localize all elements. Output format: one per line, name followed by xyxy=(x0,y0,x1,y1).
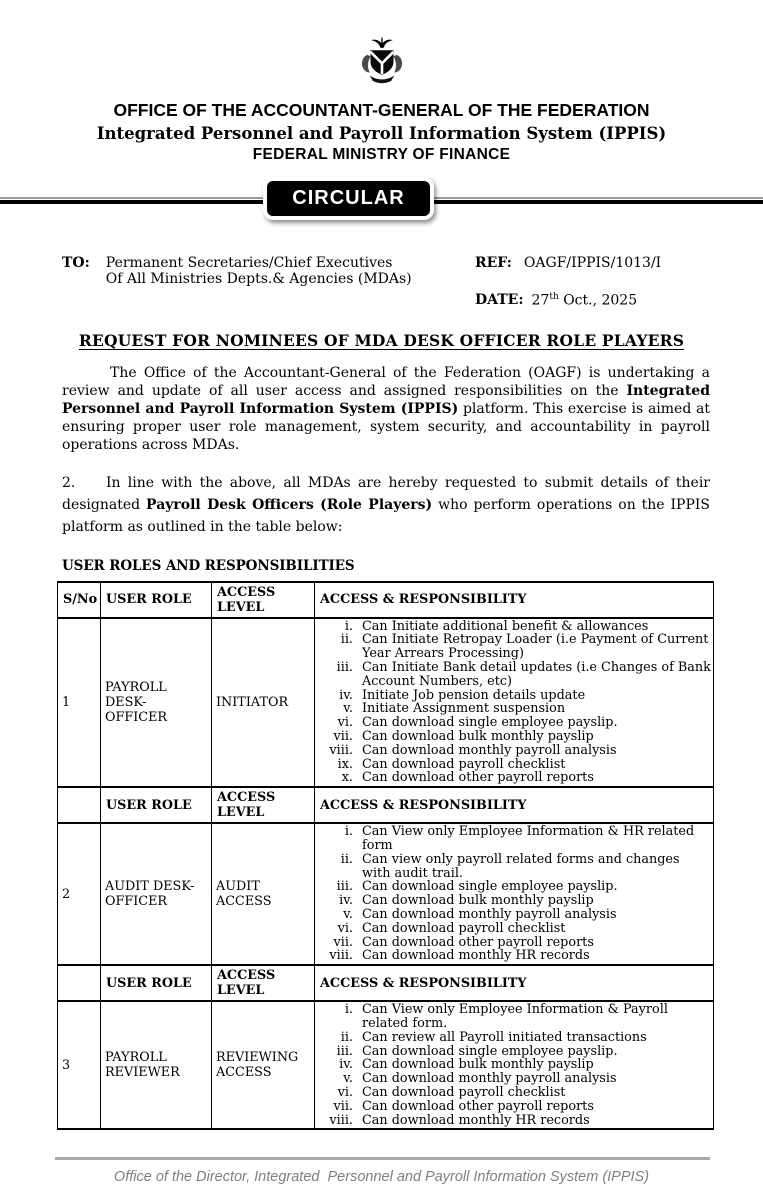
item-text: Initiate Assignment suspension xyxy=(362,701,566,717)
item-text: Can View only Employee Information & HR related form xyxy=(362,824,695,854)
table-heading: USER ROLES AND RESPONSIBILITIES xyxy=(62,557,355,574)
item-numeral: i. xyxy=(344,1002,353,1018)
nigeria-coat-of-arms-icon xyxy=(359,34,405,88)
responsibility-item xyxy=(315,771,711,785)
responsibility-item xyxy=(315,1031,711,1045)
ref-value: OAGF/IPPIS/1013/I xyxy=(523,255,662,271)
crest-wrap xyxy=(0,0,763,92)
responsibility-item xyxy=(315,853,711,881)
item-text: Can download bulk monthly payslip xyxy=(362,729,594,745)
to-block xyxy=(62,255,475,309)
item-text: Can download payroll checklist xyxy=(362,756,566,772)
item-numeral: vi. xyxy=(337,715,353,731)
item-numeral: x. xyxy=(341,770,353,786)
item-numeral: viii. xyxy=(329,948,353,964)
item-text: Can download payroll checklist xyxy=(362,1084,566,1100)
responsibility-item xyxy=(315,1058,711,1072)
table-row xyxy=(58,618,714,788)
item-numeral: vii. xyxy=(333,729,353,745)
item-text: Can download bulk monthly payslip xyxy=(362,893,594,909)
item-text: Can Initiate Bank detail updates (i.e Changes of Bank Account Numbers, etc) xyxy=(362,660,711,689)
col-access-responsibility: ACCESS & RESPONSIBILITY xyxy=(315,965,714,1001)
item-text: Can download monthly payroll analysis xyxy=(362,742,617,758)
responsibility-list xyxy=(315,1003,711,1127)
row-responsibilities xyxy=(315,823,714,965)
item-text: Can view only payroll related forms and changes with audit trail. xyxy=(362,851,680,881)
ref-label: REF: xyxy=(475,255,512,271)
item-text: Can download other payroll reports xyxy=(362,934,594,950)
user-roles-table xyxy=(57,581,714,1131)
footer-rule xyxy=(55,1157,710,1160)
item-text: Can download other payroll reports xyxy=(362,770,594,786)
col-access-responsibility: ACCESS & RESPONSIBILITY xyxy=(315,582,714,618)
table-row xyxy=(58,823,714,965)
item-text: Can review all Payroll initiated transactions xyxy=(362,1029,647,1045)
item-text: Can download monthly payroll analysis xyxy=(362,1071,617,1087)
item-numeral: ix. xyxy=(337,756,353,772)
item-numeral: v. xyxy=(343,907,353,922)
responsibility-item xyxy=(315,1086,711,1100)
item-numeral: iv. xyxy=(339,893,353,909)
footer-text: Office of the Director, Integrated Personnel and Payroll Information System (IPPIS) xyxy=(113,1169,650,1185)
col-user-role: USER ROLE xyxy=(101,965,212,1001)
paragraph-number: 2. xyxy=(62,474,76,491)
responsibility-item xyxy=(315,894,711,908)
responsibility-item xyxy=(315,880,711,894)
paragraph-1: The Office of the Accountant-General of the Federation (OAGF) is undertaking a review and update of all user access and assigned responsibilities on the Integrated Personnel and Payroll Information System (IPPIS) platform. This exercise is aimed at ensuring proper user role management, system security, and accountability in payroll operations across MDAs. xyxy=(62,364,710,453)
item-numeral: vii. xyxy=(333,934,353,950)
row-responsibilities xyxy=(315,1001,714,1129)
responsibility-item xyxy=(315,1003,711,1031)
item-numeral: i. xyxy=(344,618,353,634)
item-numeral: iii. xyxy=(336,879,353,895)
col-user-role: USER ROLE xyxy=(101,787,212,823)
item-numeral: iii. xyxy=(336,660,353,676)
item-numeral: ii. xyxy=(340,1029,353,1045)
col-access-level: ACCESS LEVEL xyxy=(212,965,315,1001)
table-header-row xyxy=(58,965,714,1001)
row-role: PAYROLL DESK-OFFICER xyxy=(101,618,212,788)
row-access: AUDIT ACCESS xyxy=(212,823,315,965)
item-text: Can download single employee payslip. xyxy=(362,879,618,895)
row-access: INITIATOR xyxy=(212,618,315,788)
item-text: Can download payroll checklist xyxy=(362,920,566,936)
item-text: Can Initiate additional benefit & allowances xyxy=(362,618,649,634)
row-role: AUDIT DESK-OFFICER xyxy=(101,823,212,965)
responsibility-item xyxy=(315,744,711,758)
item-text: Can download single employee payslip. xyxy=(362,715,618,731)
table-header-row xyxy=(58,787,714,823)
responsibility-list xyxy=(315,620,711,786)
responsibility-item xyxy=(315,730,711,744)
col-sno-empty xyxy=(58,787,101,823)
col-sno: S/No xyxy=(58,582,101,618)
row-sno: 1 xyxy=(58,618,101,788)
responsibility-item xyxy=(315,633,711,661)
responsibility-item xyxy=(315,908,711,922)
item-numeral: iv. xyxy=(339,687,353,703)
responsibility-item xyxy=(315,936,711,950)
item-text: Can download single employee payslip. xyxy=(362,1043,618,1059)
responsibility-item xyxy=(315,716,711,730)
item-numeral: iii. xyxy=(336,1043,353,1059)
table-row xyxy=(58,1001,714,1129)
col-access-level: ACCESS LEVEL xyxy=(212,582,315,618)
row-sno: 3 xyxy=(58,1001,101,1129)
item-text: Can download monthly HR records xyxy=(362,948,590,964)
circular-badge: CIRCULAR xyxy=(263,177,434,220)
responsibility-item xyxy=(315,922,711,936)
ref-date-block xyxy=(475,255,713,309)
row-sno: 2 xyxy=(58,823,101,965)
row-responsibilities xyxy=(315,618,714,788)
responsibility-item xyxy=(315,661,711,689)
responsibility-item xyxy=(315,1072,711,1086)
row-access: REVIEWING ACCESS xyxy=(212,1001,315,1129)
responsibility-item xyxy=(315,1100,711,1114)
col-access-responsibility: ACCESS & RESPONSIBILITY xyxy=(315,787,714,823)
ministry-name-line: FEDERAL MINISTRY OF FINANCE xyxy=(252,146,511,163)
item-numeral: vi. xyxy=(337,1084,353,1100)
org-name-line: OFFICE OF THE ACCOUNTANT-GENERAL OF THE FEDERATION xyxy=(113,100,650,120)
item-text: Can download monthly HR records xyxy=(362,1112,590,1128)
system-name-line: Integrated Personnel and Payroll Information System (IPPIS) xyxy=(96,124,667,143)
table-header-row xyxy=(58,582,714,618)
recipient-line-2: Of All Ministries Depts.& Agencies (MDAs) xyxy=(105,271,412,287)
item-numeral: viii. xyxy=(329,742,353,758)
item-numeral: v. xyxy=(343,701,353,717)
responsibility-item xyxy=(315,1045,711,1059)
col-sno-empty xyxy=(58,965,101,1001)
date-value: 27th Oct., 2025 xyxy=(531,292,638,309)
circular-banner xyxy=(0,176,763,230)
row-role: PAYROLL REVIEWER xyxy=(101,1001,212,1129)
responsibility-item xyxy=(315,689,711,703)
responsibility-item xyxy=(315,949,711,963)
date-row xyxy=(475,292,713,309)
item-numeral: viii. xyxy=(329,1112,353,1128)
responsibility-item xyxy=(315,758,711,772)
item-numeral: ii. xyxy=(340,851,353,867)
item-numeral: ii. xyxy=(340,632,353,648)
item-text: Initiate Job pension details update xyxy=(362,687,586,703)
col-access-level: ACCESS LEVEL xyxy=(212,787,315,823)
col-user-role: USER ROLE xyxy=(101,582,212,618)
subject-title: REQUEST FOR NOMINEES OF MDA DESK OFFICER ROLE PLAYERS xyxy=(78,330,685,350)
item-numeral: vi. xyxy=(337,920,353,936)
item-numeral: i. xyxy=(344,824,353,840)
responsibility-item xyxy=(315,620,711,634)
item-text: Can download other payroll reports xyxy=(362,1098,594,1114)
item-numeral: iv. xyxy=(339,1057,353,1073)
item-text: Can download bulk monthly payslip xyxy=(362,1057,594,1073)
responsibility-item xyxy=(315,825,711,853)
responsibility-item xyxy=(315,702,711,716)
letter-meta xyxy=(62,255,713,309)
date-label: DATE: xyxy=(475,292,524,308)
item-text: Can View only Employee Information & Payroll related form. xyxy=(362,1002,668,1031)
paragraph-2: 2. In line with the above, all MDAs are hereby requested to submit details of their designated Payroll Desk Officers (Role Players) who perform operations on the IPPIS platform as outlined in the table below: xyxy=(62,472,710,538)
recipient-line-1: Permanent Secretaries/Chief Executives xyxy=(105,255,393,271)
item-numeral: v. xyxy=(343,1071,353,1087)
ref-row xyxy=(475,255,713,271)
responsibility-item xyxy=(315,1114,711,1128)
item-numeral: vii. xyxy=(333,1098,353,1114)
responsibility-list xyxy=(315,825,711,963)
to-label: TO: xyxy=(62,255,90,271)
item-text: Can download monthly payroll analysis xyxy=(362,907,617,922)
item-text: Can Initiate Retropay Loader (i.e Payment of Current Year Arrears Processing) xyxy=(362,632,709,662)
recipient xyxy=(106,255,412,309)
